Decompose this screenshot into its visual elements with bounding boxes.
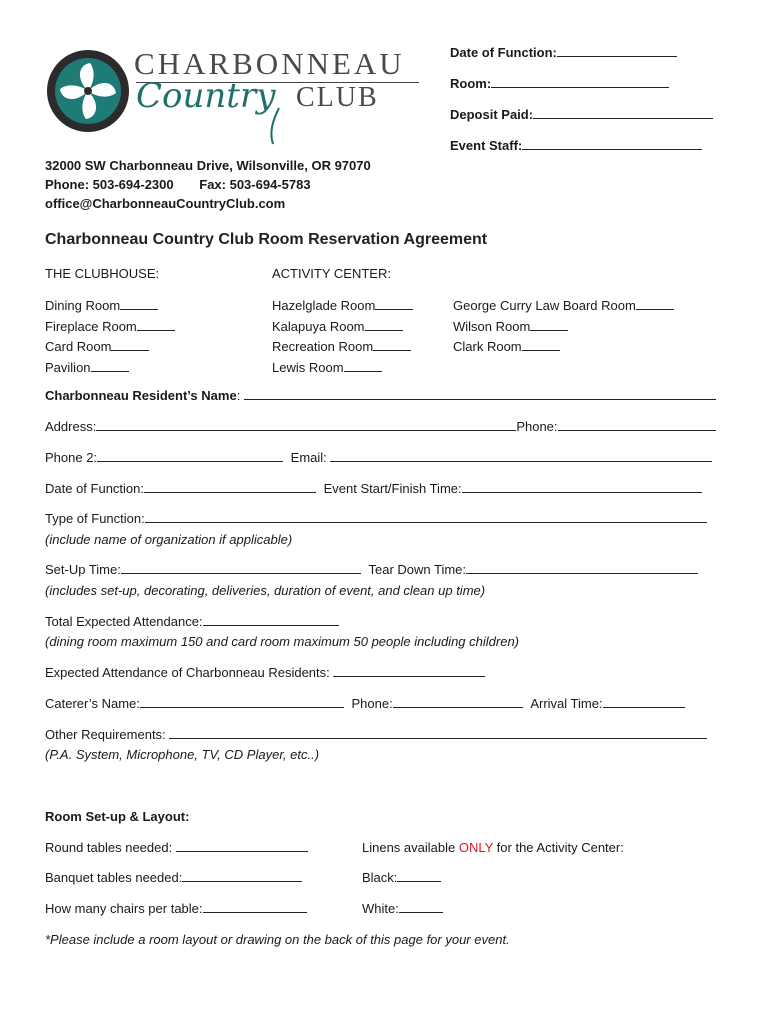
black-line[interactable] bbox=[397, 870, 441, 882]
activity-center-header: ACTIVITY CENTER: bbox=[272, 266, 391, 281]
address-line[interactable] bbox=[96, 419, 516, 431]
setup-teardown-field bbox=[45, 562, 698, 577]
date-of-function-line[interactable] bbox=[144, 481, 316, 493]
logo-wordmark-country: Country bbox=[136, 76, 276, 116]
office-staff-label: Event Staff: bbox=[450, 138, 523, 153]
banquet-tables-line[interactable] bbox=[182, 870, 302, 882]
layout-footnote: *Please include a room layout or drawing on the back of this page for your event. bbox=[45, 932, 510, 947]
white-label: White: bbox=[362, 901, 399, 916]
office-staff-line[interactable] bbox=[522, 138, 702, 150]
logo-wordmark-club: CLUB bbox=[296, 82, 379, 113]
teardown-time-label: Tear Down Time: bbox=[368, 562, 467, 577]
office-date-label: Date of Function: bbox=[450, 45, 557, 60]
setup-time-line[interactable] bbox=[121, 562, 361, 574]
office-deposit-paid bbox=[450, 107, 713, 122]
total-attendance-field bbox=[45, 614, 339, 629]
contact-phone-fax bbox=[45, 177, 311, 192]
resident-name-line[interactable] bbox=[244, 388, 716, 400]
black-label: Black: bbox=[362, 870, 398, 885]
date-of-function-label: Date of Function: bbox=[45, 481, 144, 496]
black-linens-field bbox=[362, 870, 441, 885]
total-attendance-line[interactable] bbox=[203, 614, 339, 626]
logo-wordmark-charbonneau: CHARBONNEAU bbox=[134, 46, 405, 81]
phone2-email-field bbox=[45, 450, 712, 465]
room-checkline[interactable] bbox=[344, 360, 382, 372]
caterer-field bbox=[45, 696, 685, 711]
total-attendance-label: Total Expected Attendance: bbox=[45, 614, 203, 629]
resident-attendance-label: Expected Attendance of Charbonneau Residents: bbox=[45, 665, 330, 680]
caterer-phone-line[interactable] bbox=[393, 696, 523, 708]
activity-room-list-2 bbox=[453, 296, 674, 358]
room-setup-header: Room Set-up & Layout: bbox=[45, 809, 190, 824]
type-of-function-line[interactable] bbox=[145, 511, 707, 523]
clubhouse-room-list bbox=[45, 296, 175, 378]
office-room bbox=[450, 76, 669, 91]
white-line[interactable] bbox=[399, 901, 443, 913]
email-line[interactable] bbox=[330, 450, 712, 462]
banquet-tables-field bbox=[45, 870, 302, 885]
office-room-line[interactable] bbox=[491, 76, 669, 88]
office-date-of-function bbox=[450, 45, 677, 60]
page-title: Charbonneau Country Club Room Reservation Agreement bbox=[45, 231, 488, 248]
room-checkline[interactable] bbox=[91, 360, 129, 372]
attendance-note: (dining room maximum 150 and card room maximum 50 people including children) bbox=[45, 634, 519, 649]
setup-note: (includes set-up, decorating, deliveries, duration of event, and clean up time) bbox=[45, 583, 486, 598]
caterer-phone-label: Phone: bbox=[351, 696, 393, 711]
pinwheel-logo-icon bbox=[46, 49, 130, 133]
resident-attendance-line[interactable] bbox=[333, 665, 485, 677]
room-option[interactable]: Lewis Room bbox=[272, 358, 413, 379]
type-of-function-label: Type of Function: bbox=[45, 511, 145, 526]
room-checkline[interactable] bbox=[375, 298, 413, 310]
office-deposit-label: Deposit Paid: bbox=[450, 107, 534, 122]
phone-label: Phone: bbox=[516, 419, 558, 434]
other-requirements-line[interactable] bbox=[169, 727, 707, 739]
room-checkline[interactable] bbox=[120, 298, 158, 310]
clubhouse-header: THE CLUBHOUSE: bbox=[45, 266, 160, 281]
caterer-name-line[interactable] bbox=[140, 696, 344, 708]
room-option[interactable]: Hazelglade Room bbox=[272, 296, 413, 317]
room-option[interactable]: Fireplace Room bbox=[45, 317, 175, 338]
address-label: Address: bbox=[45, 419, 97, 434]
other-requirements-field bbox=[45, 727, 707, 742]
room-checkline[interactable] bbox=[530, 319, 568, 331]
office-date-line[interactable] bbox=[557, 45, 677, 57]
type-of-function-field bbox=[45, 511, 707, 526]
contact-email[interactable]: office@CharbonneauCountryClub.com bbox=[45, 196, 286, 211]
round-tables-line[interactable] bbox=[176, 840, 308, 852]
office-deposit-line[interactable] bbox=[533, 107, 713, 119]
room-option[interactable]: George Curry Law Board Room bbox=[453, 296, 674, 317]
date-time-field bbox=[45, 481, 702, 496]
room-option[interactable]: Dining Room bbox=[45, 296, 175, 317]
contact-fax: Fax: 503-694-5783 bbox=[199, 177, 311, 192]
other-requirements-note: (P.A. System, Microphone, TV, CD Player, etc..) bbox=[45, 747, 320, 762]
room-option[interactable]: Pavilion bbox=[45, 358, 175, 379]
linens-note: Linens available ONLY for the Activity Center: bbox=[362, 840, 624, 855]
room-checkline[interactable] bbox=[111, 339, 149, 351]
linens-only-emphasis: ONLY bbox=[458, 840, 494, 855]
room-option[interactable]: Wilson Room bbox=[453, 317, 674, 338]
arrival-time-line[interactable] bbox=[603, 696, 685, 708]
phone2-label: Phone 2: bbox=[45, 450, 98, 465]
room-checkline[interactable] bbox=[373, 339, 411, 351]
setup-time-label: Set-Up Time: bbox=[45, 562, 121, 577]
room-option[interactable]: Recreation Room bbox=[272, 337, 413, 358]
room-option[interactable]: Kalapuya Room bbox=[272, 317, 413, 338]
other-requirements-label: Other Requirements: bbox=[45, 727, 166, 742]
room-option[interactable]: Card Room bbox=[45, 337, 175, 358]
round-tables-label: Round tables needed: bbox=[45, 840, 173, 855]
office-event-staff bbox=[450, 138, 702, 153]
office-room-label: Room: bbox=[450, 76, 492, 91]
teardown-time-line[interactable] bbox=[466, 562, 698, 574]
round-tables-field bbox=[45, 840, 308, 855]
email-label: Email: bbox=[290, 450, 327, 465]
chairs-per-table-line[interactable] bbox=[203, 901, 307, 913]
type-of-function-note: (include name of organization if applicable) bbox=[45, 532, 293, 547]
contact-phone: Phone: 503-694-2300 bbox=[45, 177, 174, 192]
resident-name-label: Charbonneau Resident’s Name bbox=[45, 388, 237, 403]
activity-room-list-1 bbox=[272, 296, 413, 378]
logo-flourish-icon bbox=[249, 106, 289, 146]
address-field bbox=[45, 419, 716, 434]
resident-attendance-field bbox=[45, 665, 485, 680]
event-start-finish-line[interactable] bbox=[462, 481, 702, 493]
room-checkline[interactable] bbox=[522, 339, 560, 351]
room-checkline[interactable] bbox=[137, 319, 175, 331]
chairs-per-table-field bbox=[45, 901, 307, 916]
contact-address: 32000 SW Charbonneau Drive, Wilsonville, OR 97070 bbox=[45, 158, 371, 173]
room-option[interactable]: Clark Room bbox=[453, 337, 674, 358]
phone2-line[interactable] bbox=[97, 450, 283, 462]
caterer-name-label: Caterer’s Name: bbox=[45, 696, 140, 711]
arrival-time-label: Arrival Time: bbox=[530, 696, 603, 711]
chairs-per-table-label: How many chairs per table: bbox=[45, 901, 203, 916]
phone-line[interactable] bbox=[558, 419, 716, 431]
logo bbox=[44, 46, 424, 146]
banquet-tables-label: Banquet tables needed: bbox=[45, 870, 183, 885]
room-checkline[interactable] bbox=[636, 298, 674, 310]
resident-name-field: Charbonneau Resident’s Name: bbox=[45, 388, 716, 403]
room-checkline[interactable] bbox=[365, 319, 403, 331]
event-start-finish-label: Event Start/Finish Time: bbox=[323, 481, 462, 496]
white-linens-field bbox=[362, 901, 443, 916]
